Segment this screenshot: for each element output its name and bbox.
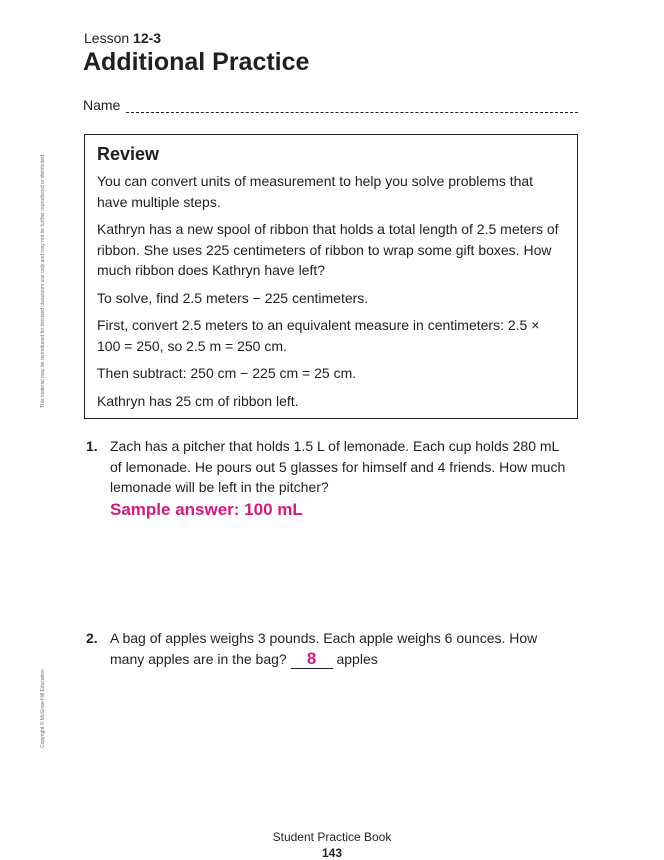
name-line[interactable] (126, 98, 578, 113)
footer-book-title: Student Practice Book (272, 830, 392, 844)
review-paragraph: Kathryn has 25 cm of ribbon left. (97, 392, 299, 409)
problem-text: Zach has a pitcher that holds 1.5 L of lemonade. Each cup holds 280 mL of lemonade. He pours out 5 glasses for himself and 4 friends. How much lemonade will be left in the pitcher? (110, 438, 566, 495)
problem-question: A bag of apples weighs 3 pounds. Each apple weighs 6 ounces. How many apples are in the bag? (110, 630, 538, 667)
problem-text (110, 628, 571, 669)
problem-number: 1. (86, 438, 98, 454)
lesson-prefix: Lesson (84, 30, 130, 46)
problem-answer: Sample answer: 100 mL (110, 499, 303, 519)
review-paragraph: You can convert units of measurement to help you solve problems that have multiple steps. (97, 173, 534, 210)
lesson-number: 12-3 (133, 30, 162, 46)
review-paragraph: Then subtract: 250 cm − 225 cm = 25 cm. (97, 365, 357, 381)
copyright-line: Copyright © McGraw-Hill Education (40, 669, 46, 748)
problem-2 (86, 628, 571, 669)
page-number: 143 (321, 846, 343, 860)
answer-blank[interactable]: 8 (291, 650, 333, 669)
problem-number: 2. (86, 630, 98, 646)
review-box (84, 134, 578, 419)
problem-1 (86, 436, 566, 520)
review-paragraph: Kathryn has a new spool of ribbon that holds a total length of 2.5 meters of ribbon. She uses 225 centimeters of ribbon to wrap some gift boxes. How much ribbon does Kathryn have left? (97, 221, 559, 278)
lesson-label (84, 30, 161, 46)
answer-unit: apples (336, 650, 378, 667)
review-heading: Review (97, 144, 160, 164)
review-paragraph: First, convert 2.5 meters to an equivalent measure in centimeters: 2.5 × 100 = 250, so 2.5 m = 250 cm. (97, 317, 540, 354)
name-label: Name (83, 97, 121, 113)
review-paragraph: To solve, find 2.5 meters − 225 centimeters. (97, 289, 369, 306)
name-field (83, 97, 578, 113)
page-title: Additional Practice (83, 48, 310, 76)
copyright-notice: This material may be reproduced for licensed classroom use only and may not be further reproduced or distributed. (40, 153, 46, 408)
